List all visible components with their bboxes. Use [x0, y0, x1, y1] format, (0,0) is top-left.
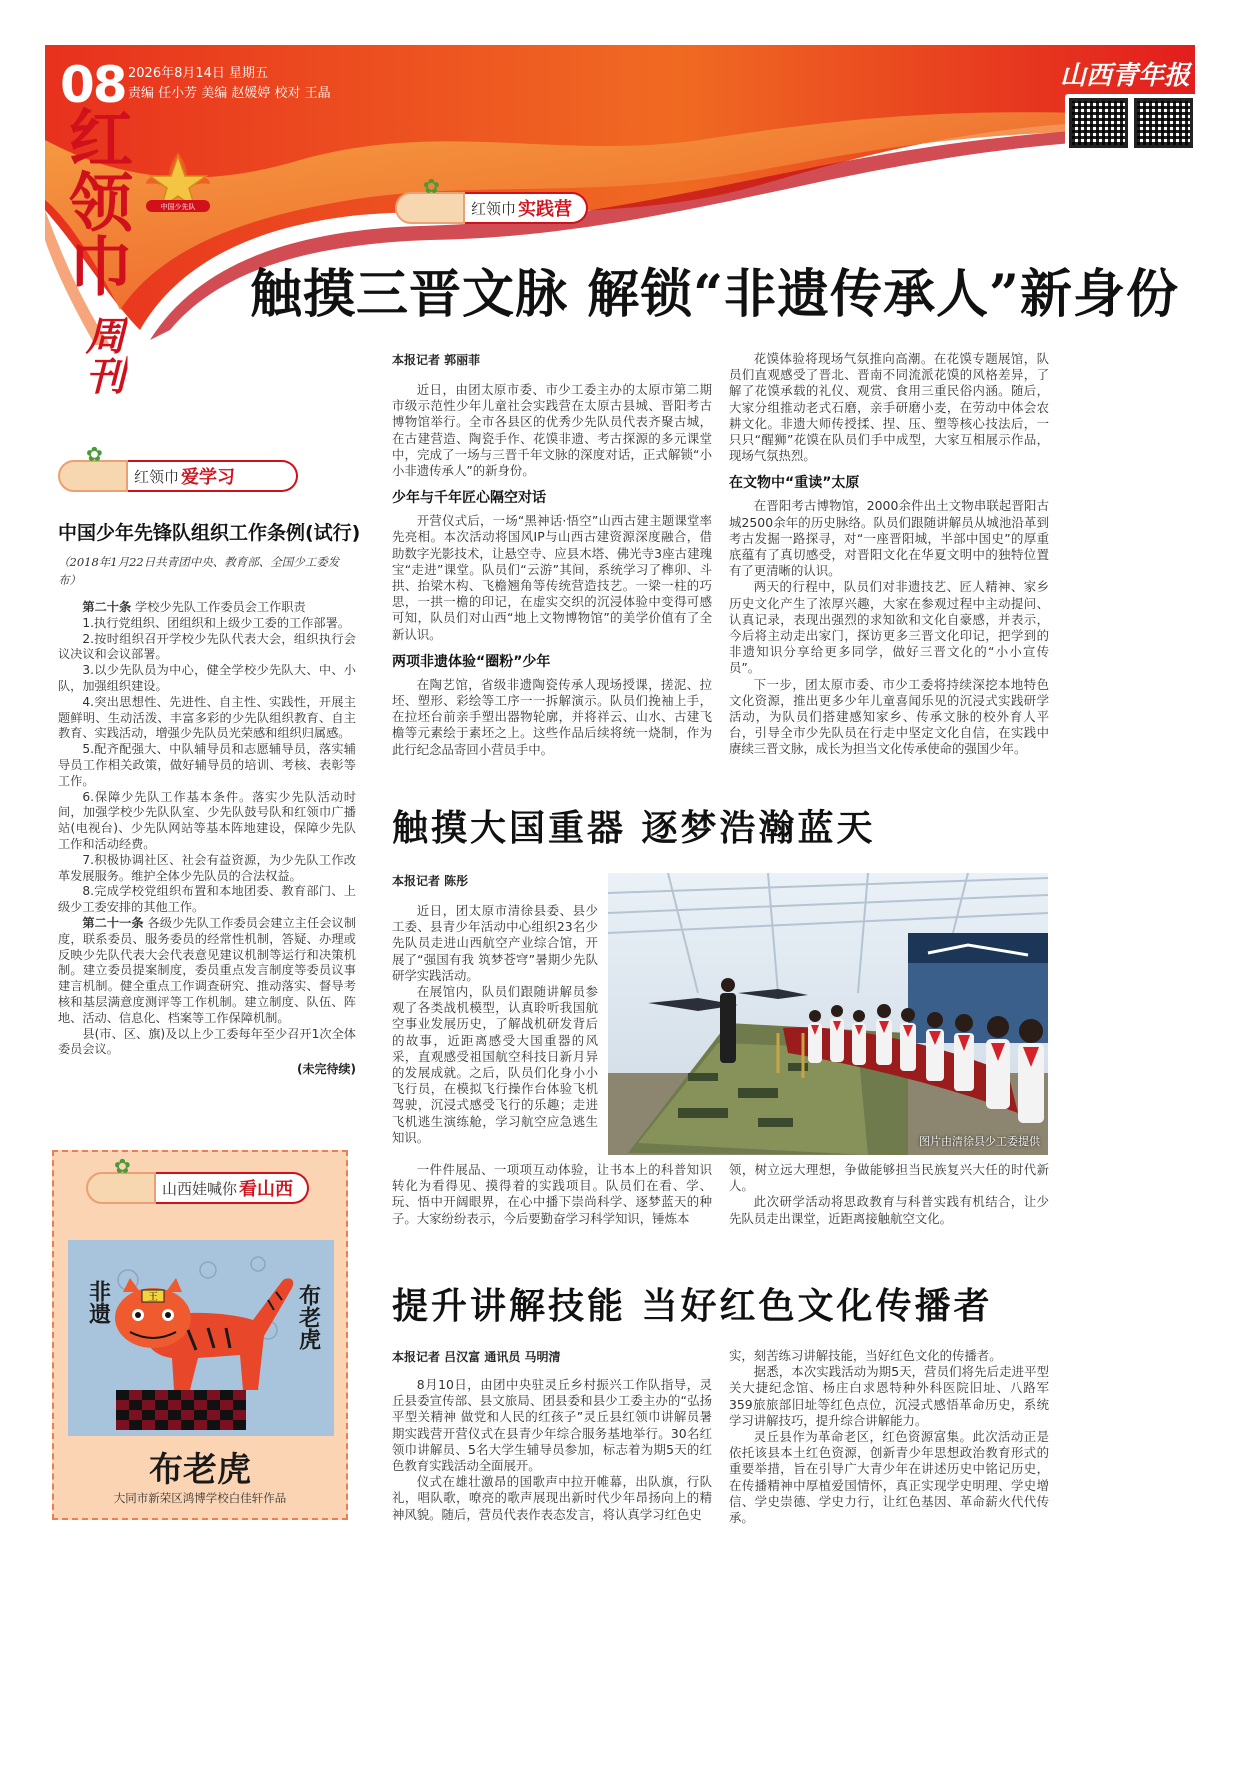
regulation-text: 1.执行党组织、团组织和上级少工委的工作部署。: [82, 615, 350, 630]
regulation-subtitle: （2018年1月22日共青团中央、教育部、全国少工委发布）: [58, 555, 340, 587]
column-title-main: 红领巾: [58, 105, 133, 297]
paragraph: 实，刻苦练习讲解技能，当好红色文化的传播者。: [729, 1348, 1002, 1363]
paragraph: 一件件展品、一项项互动体验，让书本上的科普知识转化为看得见、摸得着的实践项目。队员们在看、学、玩、悟中开阔眼界，在心中播下崇尚科学、逐梦蓝天的种子。大家纷纷表示，今后要勤奋学习科学知识，锤炼本: [392, 1162, 712, 1226]
paragraph: 仪式在雄壮激昂的国歌声中拉开帷幕，出队旗，行队礼，唱队歌，嘹亮的歌声展现出新时代少年昂扬向上的精神风貌。随后，营员代表作表态发言，将认真学习红色史: [392, 1474, 712, 1522]
headline-article-1: 触摸三晋文脉 解锁“非遗传承人”新身份: [250, 264, 1179, 325]
article-1-column-1: [392, 351, 712, 758]
regulation-paragraphs: [58, 600, 356, 1058]
article-3-body-1: [392, 1377, 712, 1523]
painting-left-text: 非遗: [85, 1280, 111, 1324]
subheading: 在文物中“重读”太原: [729, 475, 860, 492]
hands-sprout-icon: [86, 1172, 156, 1204]
regulation-paragraph: [58, 1027, 356, 1059]
star-badge-icon: [138, 142, 218, 222]
article-1-body-2: [729, 351, 1049, 758]
to-be-continued: (未完待续): [297, 1062, 356, 1077]
article-3-column-2: [729, 1348, 1049, 1526]
article-3-body-2: [729, 1348, 1049, 1526]
column-title-small: 周刊: [79, 315, 126, 395]
article-number: 第二十条: [82, 600, 132, 614]
paragraph: 开营仪式后，一场“黑神话·悟空”山西古建主题课堂率先亮相。本次活动将国风IP与山西古建资源深度融合，借助数字光影技术，让悬空寺、应县木塔、佛光寺3座古建瑰宝“走进”课堂。队员们“云游”其间，系统学习了榫卯、斗拱、抬梁木构、飞檐翘角等传统营造技艺。一梁一柱的巧思，一拱一檐的印记，在虚实交织的沉浸体验中变得可感可知，队员们对山西“地上文物博物馆”的美学价值有了全新认识。: [392, 513, 712, 642]
photo-credit: 图片由清徐县少工委提供: [919, 1135, 1040, 1148]
regulation-text: 8.完成学校党组织布置和本地团委、教育部门、上级少工委安排的其他工作。: [58, 884, 356, 915]
painting-credit: 大同市新荣区鸿博学校白佳轩作品: [113, 1491, 287, 1505]
article-3-byline: 本报记者 吕汉富 通讯员 马明清: [392, 1350, 561, 1364]
regulation-paragraph: [58, 616, 356, 632]
section-tag-practice: [395, 192, 588, 224]
article-1-byline: 本报记者 郭丽菲: [392, 353, 481, 367]
paragraph: 在晋阳考古博物馆，2000余件出土文物串联起晋阳古城2500余年的历史脉络。队员们跟随讲解员从城池沿革到考古发掘一路探寻，对“一座晋阳城，半部中国史”的厚重底蕴有了真切感受，对晋阳文化在华夏文明中的独特位置有了更清晰的认识。: [729, 498, 1049, 579]
article-1-column-2: [729, 351, 1049, 758]
qr-code-icon[interactable]: [1134, 98, 1193, 148]
section-tag-label: 红领巾 实践营: [465, 192, 588, 224]
regulation-paragraph: [58, 853, 356, 885]
tiger-forehead-char: 王: [148, 1292, 158, 1303]
aviation-museum-photo: [608, 873, 1048, 1155]
regulation-body: [58, 600, 356, 1077]
article-2-column-2-bottom: [729, 1162, 1049, 1227]
column-title: [60, 105, 150, 411]
cloth-tiger-painting: [68, 1240, 334, 1436]
publication-date: 2026年8月14日 星期五: [128, 66, 269, 81]
regulation-paragraph: [58, 884, 356, 916]
paragraph: 下一步，团太原市委、市少工委将持续深挖本地特色文化资源，推出更多少年儿童喜闻乐见的沉浸式实践研学活动，为队员们搭建感知家乡、传承文脉的校外育人平台，引导全市少先队员在行走中坚定文化自信，在实践中赓续三晋文脉，成长为担当文化传承使命的强国少年。: [729, 676, 1049, 757]
painting-image: [68, 1240, 334, 1436]
museum-photo-illustration: [608, 873, 1048, 1155]
regulation-text: 县(市、区、旗)及以上少工委每年至少召开1次全体委员会议。: [58, 1026, 356, 1057]
regulation-paragraph: [58, 600, 356, 616]
regulation-text: 各级少先队工作委员会建立主任会议制度，联系委员、服务委员的经常性机制，答疑、办理或反映少先队代表大会代表意见建议机制等运行和决策机制。建立委员提案制度，委员重点发言制度等委员议事建言机制。健全重点工作调查研究、推动落实、督导考核和基层满意度测评等工作机制。建立制度、队伍、阵地、活动、信息化、档案等工作保障机制。: [58, 915, 357, 1025]
section-tag-shanxi: [86, 1172, 309, 1204]
editor-credits: 责编 任小芳 美编 赵媛婷 校对 王晶: [128, 86, 331, 101]
subheading: 少年与千年匠心隔空对话: [392, 490, 546, 507]
checkered-floor: [116, 1390, 246, 1430]
regulation-text: 6.保障少先队工作基本条件。落实少先队活动时间，加强学校少先队队室、少先队鼓号队和红领巾广播站(电视台)、少先队网站等基本阵地建设，保障少先队工作和活动经费。: [58, 789, 356, 851]
badge-text: 中国少先队: [160, 203, 196, 211]
qr-codes[interactable]: [1065, 94, 1197, 152]
paragraph: 在展馆内，队员们跟随讲解员参观了各类战机模型，认真聆听我国航空事业发展历史，了解战机研发背后的故事，近距离感受大国重器的风采，直观感受祖国航空科技日新月异的发展成就。之后，队员们化身小小飞行员，在模拟飞行操作台体验飞机驾驶，沉浸式感受飞行的乐趣；走进飞机逃生演练舱，学习航空应急逃生知识。: [392, 984, 598, 1145]
paragraph: 此次研学活动将思政教育与科普实践有机结合，让少先队员走出课堂，近距离接触航空文化。: [729, 1194, 1049, 1226]
paragraph: 领，树立远大理想，争做能够担当民族复兴大任的时代新人。: [729, 1162, 1049, 1194]
regulation-text: 2.按时组织召开学校少先队代表大会，组织执行会议决议和会议部署。: [58, 631, 356, 662]
regulation-text: 4.突出思想性、先进性、自主性、实践性，开展主题鲜明、生动活泼、丰富多彩的少先队组织教育、自主教育、实践活动，增强少先队员光荣感和组织归属感。: [58, 694, 356, 741]
article-2-body-1: [392, 903, 598, 1146]
qr-code-icon[interactable]: [1069, 98, 1128, 148]
section-tag-label: 山西娃喊你 看山西: [156, 1172, 309, 1204]
regulation-text: 3.以少先队员为中心，健全学校少先队大、中、小队，加强组织建设。: [58, 663, 356, 693]
regulation-paragraph: [58, 695, 356, 742]
paragraph: 在陶艺馆，省级非遗陶瓷传承人现场授课，搓泥、拉坯、塑形、彩绘等工序一一拆解演示。队员们挽袖上手，在拉坯台前亲手塑出器物轮廓，并将祥云、山水、古建飞檐等元素绘于素坯之上。这些作品后续将统一烧制，作为此行纪念品寄回小营员手中。: [392, 676, 712, 757]
regulation-text: 学校少先队工作委员会工作职责: [131, 600, 306, 614]
article-2-column-1-bottom: [392, 1162, 712, 1227]
regulation-paragraph: [58, 742, 356, 789]
hands-sprout-icon: [58, 460, 128, 492]
regulation-paragraph: [58, 790, 356, 853]
paragraph: 据悉，本次实践活动为期5天，营员们将先后走进平型关大捷纪念馆、杨庄白求恩特种外科医院旧址、八路军359旅旅部旧址等红色点位，沉浸式感悟革命历史，系统学习讲解技巧，提升综合讲解能力。: [729, 1364, 1049, 1428]
paragraph: 8月10日，由团中央驻灵丘乡村振兴工作队指导，灵丘县委宣传部、县文旅局、团县委和县少工委主办的“弘扬平型关精神 做党和人民的红孩子”灵丘县红领巾讲解员暑期实践营开营仪式在县青少年综合服务基地举行。30名红领巾讲解员、5名大学生辅导员参加，标志着为期5天的红色教育实践活动全面展开。: [392, 1377, 712, 1474]
page-number: 08: [60, 56, 126, 114]
painting-right-text: 布老虎: [295, 1284, 321, 1350]
article-2-column-1: [392, 872, 598, 1146]
article-3-column-1: [392, 1348, 712, 1523]
regulation-paragraph: [58, 663, 356, 695]
subheading: 两项非遗体验“圈粉”少年: [392, 653, 551, 670]
paragraph: 近日，团太原市清徐县委、县少工委、县青少年活动中心组织23名少先队员走进山西航空产业综合馆，开展了“强国有我 筑梦苍穹”暑期少先队研学实践活动。: [392, 903, 598, 983]
headline-article-3: 提升讲解技能 当好红色文化传播者: [392, 1286, 993, 1327]
regulation-text: 5.配齐配强大、中队辅导员和志愿辅导员，落实辅导员工作相关政策，做好辅导员的培训、考核、表彰等工作。: [58, 742, 356, 788]
newspaper-logo: 山西青年报: [1060, 61, 1191, 91]
regulation-text: 7.积极协调社区、社会有益资源，为少先队工作改革发展服务。维护全体少先队员的合法权益。: [58, 852, 356, 883]
painting-panel: [52, 1150, 348, 1520]
painting-title: 布老虎: [149, 1450, 251, 1490]
paragraph: 灵丘县作为革命老区，红色资源富集。此次活动正是依托该县本土红色资源，创新青少年思想政治教育形式的重要举措，旨在引导广大青少年在讲述历史中铭记历史，在传播精神中厚植爱国情怀，真正实现学史明理、学史增信、学史崇德、学史力行，让红色基因、革命薪火代代传承。: [729, 1429, 1049, 1526]
article-2-body-1-bottom: [392, 1162, 712, 1227]
headline-article-2: 触摸大国重器 逐梦浩瀚蓝天: [392, 808, 876, 849]
paragraph: 花馍体验将现场气氛推向高潮。在花馍专题展馆，队员们直观感受了晋北、晋南不同流派花馍的风格差异，了解了花馍承载的礼仪、观赏、食用三重民俗内涵。随后，大家分组推动老式石磨，亲手研磨小麦，在劳动中体会农耕文化。非遗大师传授揉、捏、压、塑等核心技法后，一只只“醒狮”花馍在队员们手中成型，大家互相展示作品，现场气氛热烈。: [729, 351, 1049, 464]
article-1-body-1: [392, 382, 712, 758]
paragraph: 两天的行程中，队员们对非遗技艺、匠人精神、家乡历史文化产生了浓厚兴趣，大家在参观过程中主动提问、认真记录，表现出强烈的求知欲和文化自豪感，并表示，今后将主动走出家门，探访更多三晋文化印记，把学到的非遗知识分享给更多同学，做好三晋文化的“小小宣传员”。: [729, 579, 1049, 676]
hands-sprout-icon: [395, 192, 465, 224]
article-2-byline: 本报记者 陈彤: [392, 874, 469, 888]
article-number: 第二十一条: [82, 915, 144, 930]
paragraph: 近日，由团太原市委、市少工委主办的太原市第二期市级示范性少年儿童社会实践营在太原古县城、晋阳考古博物馆举行。全市各县区的优秀少先队员代表齐聚古城，在古建营造、陶瓷手作、花馍非遗、考古探源的多元课堂中，完成了一场与三晋千年文脉的深度对话，正式解锁“小小非遗传承人”的新身份。: [392, 382, 712, 479]
regulation-title: 中国少年先锋队组织工作条例(试行): [58, 522, 361, 544]
regulation-paragraph: [58, 916, 356, 1027]
article-2-body-2-bottom: [729, 1162, 1049, 1227]
section-tag-label: 红领巾 爱学习: [128, 460, 298, 492]
regulation-paragraph: [58, 632, 356, 664]
section-tag-study: [58, 460, 298, 492]
